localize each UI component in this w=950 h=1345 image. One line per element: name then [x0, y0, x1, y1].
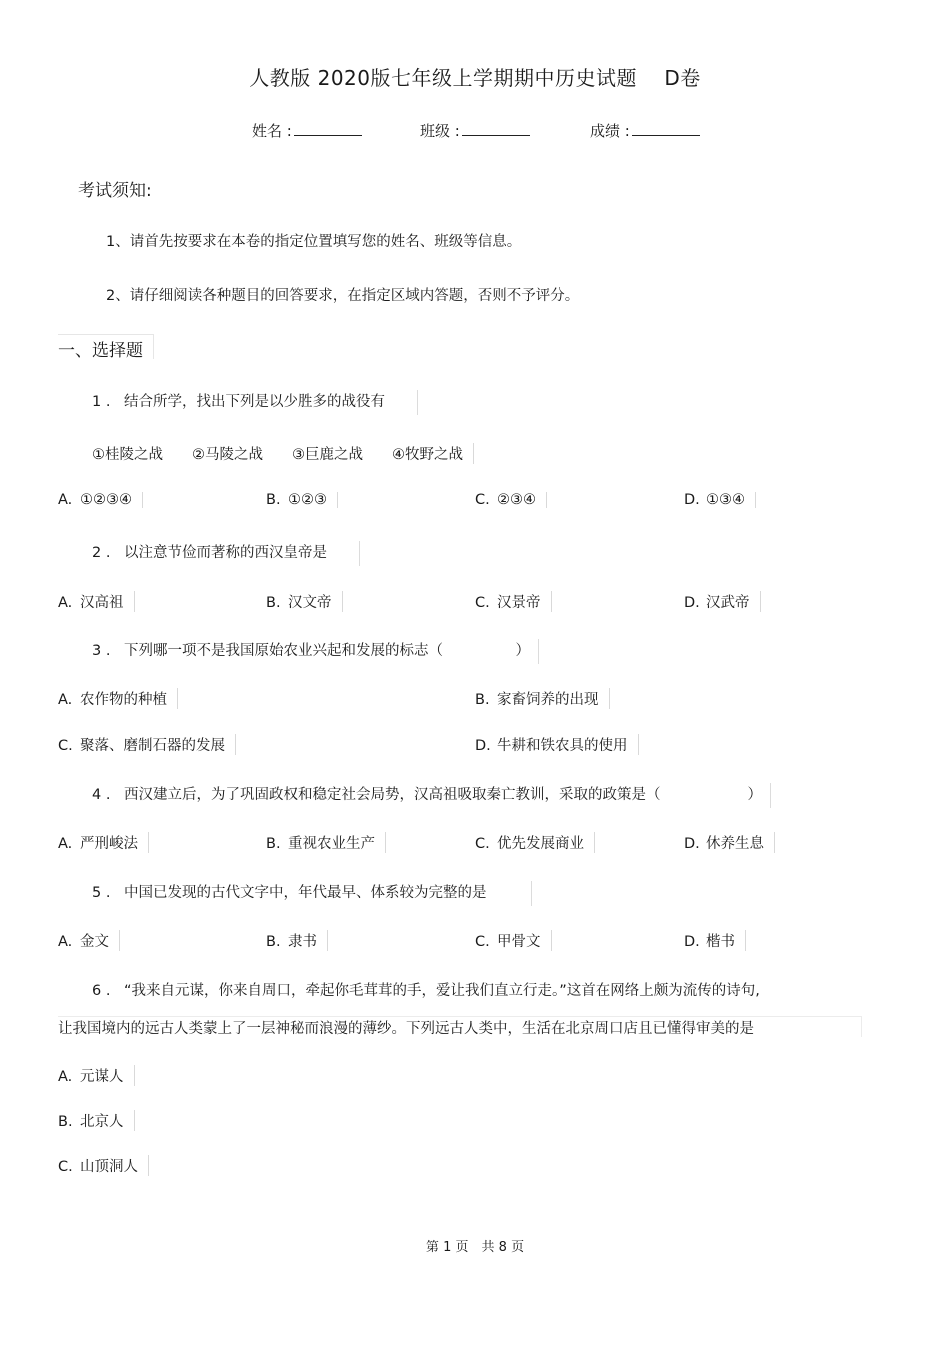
option-text: 山顶洞人 [80, 1159, 138, 1175]
option-text: 牛耕和铁农具的使用 [497, 738, 628, 754]
option-text: 聚落、磨制石器的发展 [80, 738, 225, 754]
option-text: 休养生息 [706, 836, 764, 852]
option-letter: B. [266, 492, 281, 508]
option-c[interactable] [58, 1155, 149, 1176]
option-text: 北京人 [80, 1114, 124, 1130]
option-letter: C. [58, 738, 73, 754]
option-b[interactable] [266, 832, 386, 853]
score-blank [632, 121, 700, 136]
question-text: 西汉建立后，为了巩固政权和稳定社会局势，汉高祖吸取秦亡教训，采取的政策是（ ） [124, 787, 762, 803]
footer-suffix: 页 [511, 1240, 525, 1255]
option-letter: A. [58, 1069, 73, 1085]
option-c[interactable] [58, 734, 236, 755]
option-letter: B. [475, 692, 490, 708]
option-text: ①②③④ [80, 492, 132, 508]
question-number: 6 . [92, 983, 111, 999]
question-number: 1 . [92, 394, 111, 410]
question-4 [92, 783, 771, 808]
option-text: 汉文帝 [288, 595, 332, 611]
option-letter: A. [58, 492, 73, 508]
section-title: 一、选择题 [58, 341, 143, 361]
question-1 [92, 390, 418, 415]
option-text: 甲骨文 [497, 934, 541, 950]
class-blank [462, 121, 530, 136]
question-6 [92, 979, 760, 1000]
footer-mid: 页 共 [455, 1240, 495, 1255]
question-text: “我来自元谋，你来自周口，牵起你毛茸茸的手，爱让我们直立行走。”这首在网络上颇为流传的诗句, [124, 983, 760, 999]
option-letter: D. [475, 738, 491, 754]
option-letter: C. [475, 595, 490, 611]
option-text: 元谋人 [80, 1069, 124, 1085]
class-field [420, 120, 530, 141]
option-letter: A. [58, 934, 73, 950]
option-b[interactable] [58, 1110, 135, 1131]
page-total: 8 [498, 1240, 507, 1255]
option-text: 汉武帝 [706, 595, 750, 611]
question-text: 结合所学，找出下列是以少胜多的战役有 [124, 394, 385, 410]
question-5 [92, 881, 532, 906]
option-letter: C. [58, 1159, 73, 1175]
question-number: 5 . [92, 885, 111, 901]
option-text: 家畜饲养的出现 [497, 692, 599, 708]
option-b[interactable] [475, 688, 610, 709]
option-text: 严刑峻法 [80, 836, 138, 852]
option-d[interactable] [684, 492, 756, 508]
option-letter: D. [684, 595, 700, 611]
option-letter: A. [58, 692, 73, 708]
option-letter: B. [266, 934, 281, 950]
option-c[interactable] [475, 492, 547, 508]
page-number: 1 [443, 1240, 452, 1255]
option-d[interactable] [684, 930, 746, 951]
option-d[interactable] [475, 734, 639, 755]
option-text: 隶书 [288, 934, 317, 950]
option-c[interactable] [475, 832, 595, 853]
name-field [252, 120, 362, 141]
option-letter: B. [266, 595, 281, 611]
score-field [590, 120, 700, 141]
option-letter: C. [475, 934, 490, 950]
question-3 [92, 639, 539, 664]
question-number: 2 . [92, 545, 111, 561]
option-letter: D. [684, 492, 700, 508]
option-text: 重视农业生产 [288, 836, 375, 852]
option-b[interactable] [266, 930, 328, 951]
name-label: 姓名 : [252, 122, 292, 140]
option-text: ②③④ [497, 492, 536, 508]
option-text: 楷书 [706, 934, 735, 950]
question-6-continued: 让我国境内的远古人类蒙上了一层神秘而浪漫的薄纱。下列远古人类中，生活在北京周口店且已懂得审美的是 [58, 1021, 754, 1037]
option-letter: D. [684, 836, 700, 852]
option-a[interactable] [58, 688, 178, 709]
option-b[interactable] [266, 591, 343, 612]
option-a[interactable] [58, 1065, 135, 1086]
option-letter: A. [58, 595, 73, 611]
class-label: 班级 : [420, 122, 460, 140]
option-text: 农作物的种植 [80, 692, 167, 708]
option-d[interactable] [684, 591, 761, 612]
option-c[interactable] [475, 930, 552, 951]
question-number: 3 . [92, 643, 111, 659]
option-text: 汉景帝 [497, 595, 541, 611]
option-letter: B. [58, 1114, 73, 1130]
option-a[interactable] [58, 930, 120, 951]
footer-prefix: 第 [425, 1240, 439, 1255]
option-b[interactable] [266, 492, 338, 508]
option-text: 优先发展商业 [497, 836, 584, 852]
question-text: 下列哪一项不是我国原始农业兴起和发展的标志（ ） [124, 643, 530, 659]
option-letter: C. [475, 492, 490, 508]
option-text: 金文 [80, 934, 109, 950]
option-a[interactable] [58, 832, 149, 853]
notice-item: 2、请仔细阅读各种题目的回答要求，在指定区域内答题，否则不予评分。 [106, 288, 580, 304]
option-text: ①③④ [706, 492, 745, 508]
question-1-sub: ①桂陵之战 ②马陵之战 ③巨鹿之战 ④牧野之战 [92, 443, 474, 464]
name-blank [294, 121, 362, 136]
question-2 [92, 541, 360, 566]
question-number: 4 . [92, 787, 111, 803]
question-text: 以注意节俭而著称的西汉皇帝是 [124, 545, 327, 561]
notice-heading: 考试须知: [78, 181, 152, 201]
option-c[interactable] [475, 591, 552, 612]
question-text: 中国已发现的古代文字中，年代最早、体系较为完整的是 [124, 885, 487, 901]
option-letter: C. [475, 836, 490, 852]
score-label: 成绩 : [590, 122, 630, 140]
option-a[interactable] [58, 591, 135, 612]
option-a[interactable] [58, 492, 143, 508]
page-footer [0, 1236, 950, 1255]
option-text: 汉高祖 [80, 595, 124, 611]
page-title: 人教版 2020版七年级上学期期中历史试题 D卷 [249, 66, 701, 90]
option-d[interactable] [684, 832, 775, 853]
option-letter: B. [266, 836, 281, 852]
notice-item: 1、请首先按要求在本卷的指定位置填写您的姓名、班级等信息。 [106, 234, 522, 250]
option-letter: D. [684, 934, 700, 950]
option-text: ①②③ [288, 492, 327, 508]
option-letter: A. [58, 836, 73, 852]
